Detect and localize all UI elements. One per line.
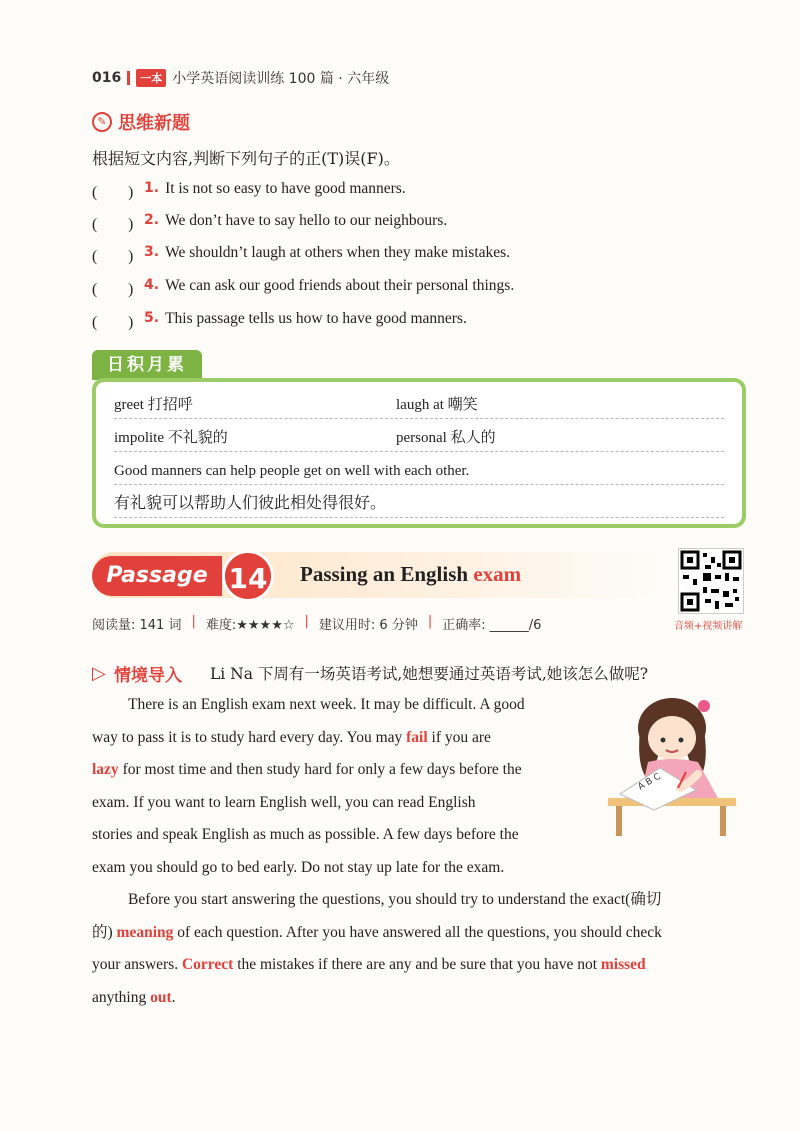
line xyxy=(92,982,752,1015)
passage-stats xyxy=(92,614,541,633)
answer-blank[interactable]: ( ) xyxy=(92,314,134,331)
passage-title-highlight: exam xyxy=(473,562,522,586)
girl-writing-abc-icon xyxy=(600,690,750,840)
instruction: 根据短文内容,判断下列句子的正(T)误(F)。 xyxy=(92,149,400,168)
qr-label: 音频+视频讲解 xyxy=(674,621,743,632)
keyword: fail xyxy=(406,728,428,746)
text: for most time and then study hard for only a few days before the xyxy=(118,761,522,778)
page-number: 016 xyxy=(92,70,122,86)
question-text: We don’t have to say hello to our neighbours. xyxy=(165,212,448,229)
intro-text: Li Na 下周有一场英语考试,她想要通过英语考试,她该怎么做呢? xyxy=(210,665,649,683)
question-number: 1. xyxy=(144,180,160,196)
line: Before you start answering the questions, you should try to understand the exact(确切 xyxy=(128,891,662,908)
passage-number: 14 xyxy=(222,550,274,602)
text: of each question. After you have answered all the questions, you should check xyxy=(173,923,662,941)
line: There is an English exam next week. It may be difficult. A good xyxy=(128,696,525,713)
word-count: 阅读量: 141 词 xyxy=(92,618,182,633)
text: . xyxy=(171,988,176,1006)
question-item xyxy=(92,277,514,299)
question-number: 5. xyxy=(144,310,160,326)
keyword: out xyxy=(150,988,172,1006)
question-item xyxy=(92,212,447,234)
publisher-logo: 一本 xyxy=(136,69,166,87)
vocab-sentence-en: Good manners can help people get on well with each other. xyxy=(114,454,724,485)
header-divider xyxy=(127,71,130,85)
vocab-entry: impolite 不礼貌的 xyxy=(114,430,228,446)
question-text: This passage tells us how to have good manners. xyxy=(165,310,467,327)
text: if you are xyxy=(427,728,491,746)
divider: | xyxy=(191,614,196,629)
line: exam you should go to bed early. Do not stay up late for the exam. xyxy=(92,858,505,876)
answer-blank[interactable]: ( ) xyxy=(92,184,134,201)
page-header xyxy=(92,68,389,88)
vocab-entry: greet 打招呼 xyxy=(114,397,193,413)
intro-title: 情境导入 xyxy=(114,666,182,686)
vocab-row xyxy=(114,421,724,452)
question-item xyxy=(92,180,406,202)
line xyxy=(92,722,592,755)
text: 的) xyxy=(92,923,117,941)
suggested-time: 建议用时: 6 分钟 xyxy=(318,618,418,633)
triangle-play-icon: ▷ xyxy=(92,663,106,684)
difficulty xyxy=(206,614,295,633)
passage-title-text: Passing an English xyxy=(300,562,474,586)
question-text: It is not so easy to have good manners. xyxy=(165,180,406,197)
difficulty-label: 难度: xyxy=(205,618,237,633)
section-title: 思维新题 xyxy=(118,113,190,134)
answer-blank[interactable]: ( ) xyxy=(92,248,134,265)
text: your answers. xyxy=(92,956,182,973)
question-text: We can ask our good friends about their personal things. xyxy=(165,277,515,294)
question-number: 2. xyxy=(144,212,160,228)
line: exam. If you want to learn English well, you can read English xyxy=(92,793,476,811)
accuracy: 正确率: ______/6 xyxy=(442,618,542,633)
passage-paragraph xyxy=(92,884,752,1014)
divider: | xyxy=(427,614,433,629)
question-text: We shouldn’t laugh at others when they make mistakes. xyxy=(165,244,511,261)
qr-code-icon[interactable] xyxy=(678,548,744,614)
question-number: 3. xyxy=(144,244,160,260)
line: stories and speak English as much as possible. A few days before the xyxy=(92,826,519,843)
question-item xyxy=(92,310,467,332)
keyword: missed xyxy=(600,956,646,973)
text: way to pass it is to study hard every day. You may xyxy=(92,728,407,746)
line xyxy=(92,949,752,982)
star-rating-icon: ★★★★☆ xyxy=(236,618,295,633)
keyword: meaning xyxy=(116,923,174,941)
book-title: 小学英语阅读训练 100 篇 · 六年级 xyxy=(172,71,390,87)
question-item xyxy=(92,244,510,266)
vocab-sentence-cn: 有礼貌可以帮助人们彼此相处得很好。 xyxy=(114,487,724,518)
answer-blank[interactable]: ( ) xyxy=(92,216,134,233)
vocab-box xyxy=(92,378,746,528)
answer-blank[interactable]: ( ) xyxy=(92,281,134,298)
line xyxy=(92,917,752,950)
vocab-entry: laugh at 嘲笑 xyxy=(396,397,478,413)
question-number: 4. xyxy=(144,277,160,293)
pencil-circle-icon: ✎ xyxy=(92,112,112,132)
passage-paragraph xyxy=(92,689,592,884)
vocab-row xyxy=(114,388,724,419)
text: the mistakes if there are any and be sure that you have not xyxy=(233,956,601,973)
vocab-entry: personal 私人的 xyxy=(396,430,496,446)
passage-tag: Passage xyxy=(92,556,222,596)
keyword: lazy xyxy=(92,761,119,778)
svg-text:A B C: A B C xyxy=(636,771,663,793)
passage-title xyxy=(300,562,521,587)
divider: | xyxy=(304,614,309,629)
text: anything xyxy=(92,988,151,1006)
vocab-tag: 日积月累 xyxy=(92,350,202,380)
line xyxy=(92,754,592,787)
keyword: Correct xyxy=(181,956,234,973)
